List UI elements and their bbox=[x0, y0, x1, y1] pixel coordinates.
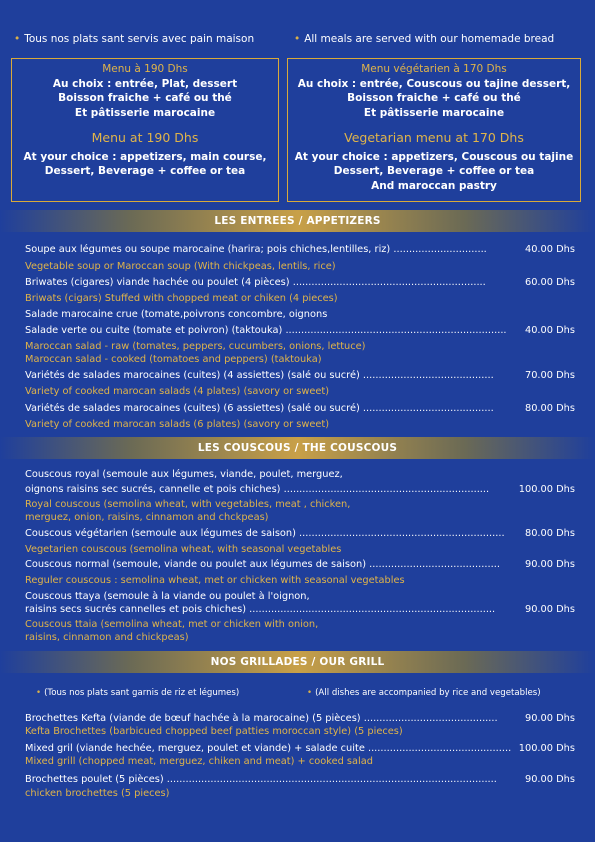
price: 90.00 Dhs bbox=[524, 713, 575, 724]
menu-item-translation: Maroccan salad - cooked (tomatoes and peppers) (taktouka) bbox=[25, 354, 322, 365]
menu-line: Et pâtisserie marocaine bbox=[363, 106, 505, 119]
bread-note-en: • All meals are served with our homemade bread bbox=[294, 33, 555, 45]
menu-item: Couscous ttaya (semoule à la viande ou poulet à l'oignon, bbox=[25, 591, 310, 602]
menu-line: Au choix : entrée, Couscous ou tajine dessert, bbox=[297, 77, 571, 90]
menu-line: Dessert, Beverage + coffee or tea bbox=[333, 165, 535, 177]
price: 100.00 Dhs bbox=[518, 743, 575, 754]
price: 100.00 Dhs bbox=[518, 484, 575, 495]
menu-item: Couscous normal (semoule, viande ou poulet aux légumes de saison) .......................................... 90.00 Dhs bbox=[25, 559, 575, 570]
price: 80.00 Dhs bbox=[524, 528, 575, 539]
menu-line: And maroccan pastry bbox=[371, 179, 497, 192]
section-header-grill: NOS GRILLADES / OUR GRILL bbox=[0, 651, 595, 673]
menu-item: raisins secs sucrés cannelles et pois chiches) ............................................................................... 90.00 Dhs bbox=[25, 604, 575, 615]
menu-line: Boisson fraiche + café ou thé bbox=[58, 92, 232, 104]
grill-note-en: • (All dishes are accompanied by rice and vegetables) bbox=[307, 688, 541, 698]
menu-line: Au choix : entrée, Plat, dessert bbox=[52, 77, 238, 90]
menu-line: At your choice : appetizers, Couscous ou tajine bbox=[294, 150, 574, 163]
bullet-icon: • bbox=[36, 688, 42, 698]
menu-item-translation: Vegetable soup or Maroccan soup (With chickpeas, lentils, rice) bbox=[25, 261, 336, 272]
menu-item-translation: Royal couscous (semolina wheat, with vegetables, meat , chicken, bbox=[25, 499, 351, 510]
menu-item: Brochettes poulet (5 pièces) .......................................................................................................... 90.00 Dhs bbox=[25, 774, 575, 785]
menu-item-translation: Reguler couscous : semolina wheat, met or chicken with seasonal vegetables bbox=[25, 575, 405, 586]
menu-item: Briwates (cigares) viande hachée ou poulet (4 pièces) .............................................................. 60.00 Dhs bbox=[25, 277, 575, 288]
menu-item: Variétés de salades marocaines (cuites) (6 assiettes) (salé ou sucré) .......................................... 80.00 Dhs bbox=[25, 403, 575, 414]
section-header-couscous: LES COUSCOUS / THE COUSCOUS bbox=[0, 437, 595, 459]
price: 70.00 Dhs bbox=[524, 370, 575, 381]
menu-item-translation: merguez, onion, raisins, cinnamon and chckpeas) bbox=[25, 512, 269, 523]
menu-item: Variétés de salades marocaines (cuites) (4 assiettes) (salé ou sucré) .......................................... 70.00 Dhs bbox=[25, 370, 575, 381]
bullet-icon: • bbox=[294, 33, 301, 45]
bullet-icon: • bbox=[14, 33, 21, 45]
menu-item: oignons raisins sec sucrés, cannelle et pois chiches) .................................................................. 100.00 Dhs bbox=[25, 484, 575, 495]
price: 90.00 Dhs bbox=[524, 559, 575, 570]
price: 90.00 Dhs bbox=[524, 604, 575, 615]
menu-item: Brochettes Kefta (viande de bœuf hachée à la marocaine) (5 pièces) ........................................... 90.00 Dhs bbox=[25, 713, 575, 724]
menu-item-translation: chicken brochettes (5 pieces) bbox=[25, 788, 170, 799]
menu-item-translation: Variety of cooked marocan salads (4 plates) (savory or sweet) bbox=[25, 386, 330, 397]
grill-note-fr: • (Tous nos plats sant garnis de riz et légumes) bbox=[36, 688, 240, 698]
menu-item: Salade verte ou cuite (tomate et poivron) (taktouka) ....................................................................... 40.00 Dhs bbox=[25, 325, 575, 336]
menu-line: At your choice : appetizers, main course, bbox=[23, 150, 267, 163]
bread-note-fr: • Tous nos plats sant servis avec pain maison bbox=[14, 33, 255, 45]
menu-item: Couscous végétarien (semoule aux légumes de saison) .................................................................. 80.00 Dhs bbox=[25, 528, 575, 539]
menu-line: Dessert, Beverage + coffee or tea bbox=[44, 165, 246, 177]
section-header-entrees: LES ENTREES / APPETIZERS bbox=[0, 210, 595, 232]
menu-item-translation: Variety of cooked marocan salads (6 plates) (savory or sweet) bbox=[25, 419, 330, 430]
menu-item-translation: Mixed grill (chopped meat, merguez, chiken and meat) + cooked salad bbox=[25, 756, 373, 767]
menu-item: Salade marocaine crue (tomate,poivrons concombre, oignons bbox=[25, 309, 328, 320]
menu-item-translation: raisins, cinnamon and chickpeas) bbox=[25, 632, 189, 643]
menu-box-vegetarian bbox=[287, 58, 581, 202]
menu-item: Mixed gril (viande hechée, merguez, poulet et viande) + salade cuite .............................................. 100.00 Dhs bbox=[25, 743, 575, 754]
menu-item-translation: Briwats (cigars) Stuffed with chopped meat or chiken (4 pieces) bbox=[25, 293, 338, 304]
price: 60.00 Dhs bbox=[524, 277, 575, 288]
menu-title-fr: Menu à 190 Dhs bbox=[102, 63, 188, 75]
menu-box-190 bbox=[11, 58, 279, 202]
menu-line: Boisson fraiche + café ou thé bbox=[347, 92, 521, 104]
price: 80.00 Dhs bbox=[524, 403, 575, 414]
menu-item-translation: Couscous ttaia (semolina wheat, met or chicken with onion, bbox=[25, 619, 319, 630]
price: 40.00 Dhs bbox=[524, 325, 575, 336]
menu-title-en: Menu at 190 Dhs bbox=[91, 130, 199, 145]
price: 90.00 Dhs bbox=[524, 774, 575, 785]
price: 40.00 Dhs bbox=[524, 244, 575, 255]
menu-line: Et pâtisserie marocaine bbox=[74, 106, 216, 119]
menu-item: Couscous royal (semoule aux légumes, viande, poulet, merguez, bbox=[25, 469, 343, 480]
menu-item-translation: Kefta Brochettes (barbicued chopped beef patties moroccan style) (5 pieces) bbox=[25, 726, 403, 737]
menu-title-fr: Menu végétarien à 170 Dhs bbox=[361, 63, 507, 75]
menu-item: Soupe aux légumes ou soupe marocaine (harira; pois chiches,lentilles, riz) .............................. 40.00 Dhs bbox=[25, 244, 575, 255]
menu-item-translation: Vegetarien couscous (semolina wheat, with seasonal vegetables bbox=[25, 544, 342, 555]
menu-title-en: Vegetarian menu at 170 Dhs bbox=[344, 130, 524, 145]
menu-item-translation: Maroccan salad - raw (tomates, peppers, cucumbers, onions, lettuce) bbox=[25, 341, 366, 352]
bullet-icon: • bbox=[307, 688, 313, 698]
